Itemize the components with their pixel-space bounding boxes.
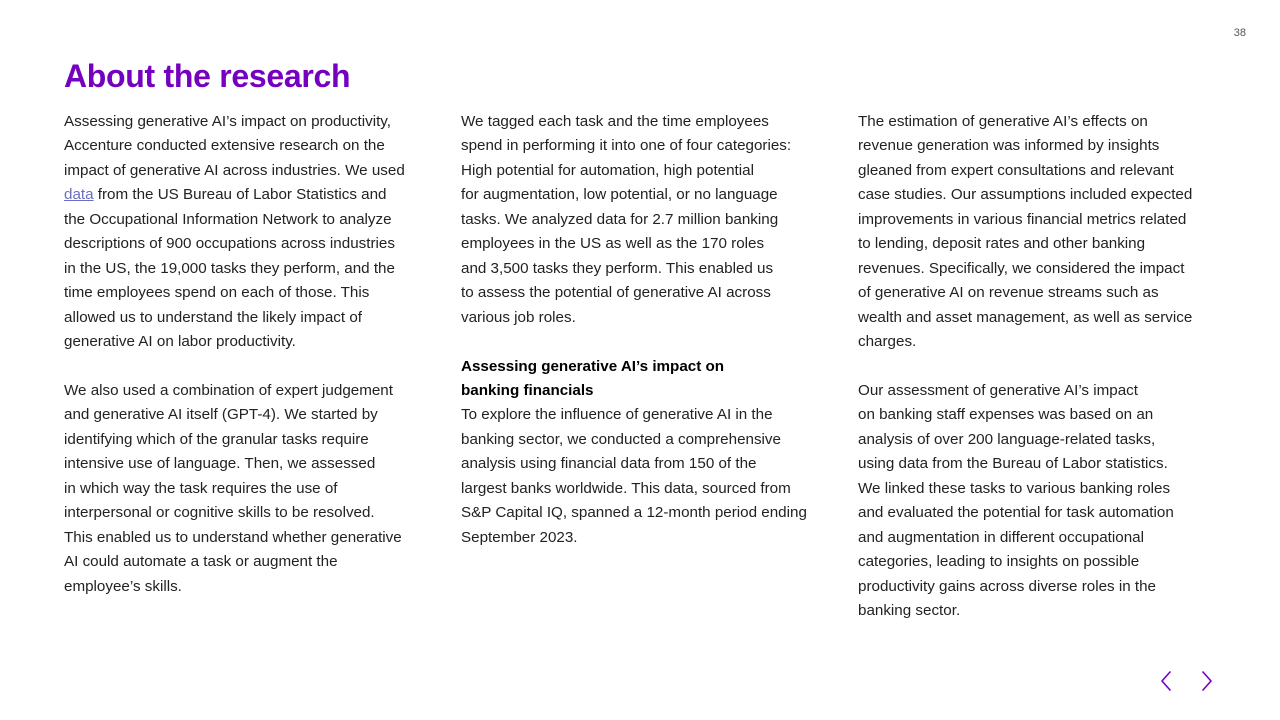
text-line: Accenture conducted extensive research on the [64, 137, 385, 155]
text-line: intensive use of language. Then, we assessed [64, 455, 376, 473]
column-2 [461, 110, 823, 550]
text-line: of generative AI on revenue streams such as [858, 284, 1159, 302]
page-title: About the research [64, 58, 351, 94]
text-line: time employees spend on each of those. This [64, 284, 370, 302]
column-1 [64, 110, 426, 599]
text-line: categories, leading to insights on possible [858, 553, 1140, 571]
text-line: spend in performing it into one of four categories: [461, 137, 792, 155]
text-line: To explore the influence of generative AI in the [461, 406, 773, 424]
text-line: generative AI on labor productivity. [64, 333, 296, 351]
text-line: We tagged each task and the time employees [461, 113, 769, 130]
text-line: to lending, deposit rates and other banking [858, 235, 1146, 253]
text-line: revenues. Specifically, we considered the impact [858, 259, 1185, 277]
column-3 [858, 110, 1218, 624]
text-line: gleaned from expert consultations and relevant [858, 161, 1174, 179]
col3-paragraph-2 [858, 379, 1218, 624]
text-line: the Occupational Information Network to analyze [64, 210, 392, 228]
text-line: descriptions of 900 occupations across industries [64, 235, 395, 253]
col1-paragraph-1 [64, 110, 426, 355]
text-line: banking sector, we conducted a comprehensive [461, 430, 781, 448]
text-line: largest banks worldwide. This data, sourced from [461, 479, 791, 497]
col2-paragraph-2 [461, 403, 823, 550]
text-line: to assess the potential of generative AI across [461, 284, 771, 302]
text-line: various job roles. [461, 308, 576, 326]
text-line: charges. [858, 333, 917, 351]
text-line: and generative AI itself (GPT-4). We started by [64, 406, 378, 424]
previous-page-button[interactable] [1154, 668, 1178, 694]
text-line: in which way the task requires the use of [64, 479, 338, 497]
text-line: employees in the US as well as the 170 roles [461, 235, 765, 253]
text-line: S&P Capital IQ, spanned a 12-month period ending [461, 504, 807, 522]
chevron-left-icon [1160, 671, 1172, 691]
text-line: impact of generative AI across industries. We used [64, 161, 405, 179]
col2-paragraph-1 [461, 110, 823, 330]
page-number: 38 [1233, 27, 1246, 39]
text-line: This enabled us to understand whether generative [64, 528, 402, 546]
text-line: High potential for automation, high potential [461, 161, 754, 179]
text-line: analysis using financial data from 150 of the [461, 455, 757, 473]
text-line: banking sector. [858, 602, 961, 620]
next-page-button[interactable] [1195, 668, 1219, 694]
text-line: from the US Bureau of Labor Statistics and [93, 186, 387, 204]
text-line: on banking staff expenses was based on an [858, 406, 1154, 424]
text-line: allowed us to understand the likely impact of [64, 308, 363, 326]
text-line: The estimation of generative AI’s effects on [858, 113, 1148, 130]
section-subheading [461, 355, 823, 404]
col3-paragraph-1 [858, 110, 1218, 355]
text-line: revenue generation was informed by insights [858, 137, 1160, 155]
text-line: using data from the Bureau of Labor statistics. [858, 455, 1168, 473]
text-line: banking financials [461, 381, 594, 399]
data-link[interactable]: data [64, 186, 94, 204]
text-line: case studies. Our assumptions included expected [858, 186, 1193, 204]
text-line: We also used a combination of expert judgement [64, 381, 393, 399]
text-line: employee’s skills. [64, 577, 182, 595]
text-line: in the US, the 19,000 tasks they perform, and the [64, 259, 395, 277]
text-line: tasks. We analyzed data for 2.7 million banking [461, 210, 779, 228]
text-line: improvements in various financial metrics related [858, 210, 1187, 228]
text-line: and 3,500 tasks they perform. This enabled us [461, 259, 774, 277]
col1-paragraph-2 [64, 379, 426, 599]
text-line: and evaluated the potential for task automation [858, 504, 1174, 522]
text-line: for augmentation, low potential, or no language [461, 186, 778, 204]
text-line: September 2023. [461, 528, 578, 546]
text-line: wealth and asset management, as well as service [858, 308, 1193, 326]
chevron-right-icon [1201, 671, 1213, 691]
text-line: Our assessment of generative AI’s impact [858, 381, 1138, 399]
text-line: Assessing generative AI’s impact on productivity, [64, 113, 391, 130]
text-line: Assessing generative AI’s impact on [461, 357, 725, 375]
text-line: interpersonal or cognitive skills to be resolved. [64, 504, 375, 522]
text-line: AI could automate a task or augment the [64, 553, 338, 571]
text-line: We linked these tasks to various banking roles [858, 479, 1171, 497]
text-line: identifying which of the granular tasks require [64, 430, 369, 448]
text-line: productivity gains across diverse roles in the [858, 577, 1156, 595]
text-line: and augmentation in different occupational [858, 528, 1144, 546]
text-line: analysis of over 200 language-related tasks, [858, 430, 1156, 448]
